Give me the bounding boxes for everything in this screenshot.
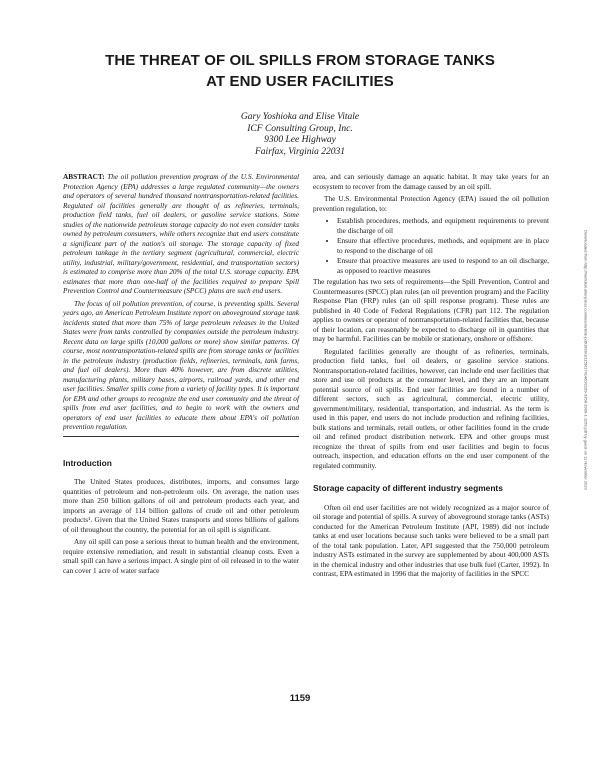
- title-line-2: AT END USER FACILITIES: [206, 73, 394, 90]
- objectives-list: [313, 216, 549, 275]
- title-line-1: THE THREAT OF OIL SPILLS FROM STORAGE TANKS: [105, 52, 495, 69]
- download-watermark: Downloaded from http://meridian.allenpress.com/iosc/article-pdf/1999/1/1159/1741460/2169-3358-1999-1-1159.pdf by guest on 11 November 2023: [583, 230, 589, 490]
- body-paragraph-3: The regulation has two sets of requirements—the Spill Prevention, Control and Countermeasures (SPCC) plan rules (an oil prevention program) and the Facility Response Plan (FRP) rules (an oil spill response program). These rules are published in 40 Code of Federal Regulations (CFR) part 112. The regulation applies to owners or operator of nontransportation-related facilities that, because of their location, can reasonably be expected to discharge oil in quantities that may be harmful. Facilities can be mobile or stationary, onshore or offshore.: [313, 277, 549, 343]
- intro-paragraph-1: The United States produces, distributes, imports, and consumes large quantities of petroleum and non-petroleum oils. On average, the nation uses more than 250 billion gallons of oil and petroleum products each year, and imports an average of 114 billion gallons of crude oil and other petroleum products¹. Given that the United States transports and stores billions of gallons of oil throughout the country, the potential for an oil spill is significant.: [63, 477, 299, 534]
- body-paragraph-5: Often oil end user facilities are not widely recognized as a major source of oil storage and potential of spills. A survey of aboveground storage tanks (ASTs) conducted for the American Petroleum Institute (API, 1989) did not include tanks at end user locations because such tanks were believed to be a small part of the total tank population. Later, API suggested that the 750,000 petroleum industry ASTs estimated in the survey are supplemented by about 400,000 ASTs in the chemical industry and other industries that use bulk fuel (Carter, 1992). In contrast, EPA estimated in 1996 that the majority of facilities in the SPCC: [313, 502, 549, 578]
- author-names: Gary Yoshioka and Elise Vitale: [240, 112, 360, 122]
- section-heading-introduction: Introduction: [63, 457, 112, 468]
- author-street: 9300 Lee Highway: [264, 135, 336, 145]
- abstract-paragraph-2: The focus of oil pollution prevention, of course, is preventing spills. Several years ago, an American Petroleum Institute report on aboveground storage tank incidents stated that more than 75% of large petroleum releases in the United States were from tanks controlled by companies outside the petroleum industry. Recent data on large spills (10,000 gallons or more) show similar patterns. Of course, most nontransportation-related spills are from storage tanks or facilities in the petroleum industry (production fields, refineries, terminals, tank farms, and fuel oil dealers). More than 40% however, are from discrete utilities, manufacturing plants, military bases, airports, railroad yards, and other end user facilities. Smaller spills come from a variety of facility types. It is important for EPA and other groups to recognize the end user community and the threat of spills from end user facilities, and to begin to work with the owners and operators of end user facilities to educate them about EPA's oil pollution prevention regulation.: [63, 298, 299, 431]
- author-city: Fairfax, Virginia 22031: [255, 146, 345, 157]
- body-paragraph-2: The U.S. Environmental Protection Agency (EPA) issued the oil pollution prevention regulation, to:: [313, 194, 549, 213]
- abstract-paragraph-1: [63, 172, 299, 296]
- body-paragraph-4: Regulated facilities generally are thought of as refineries, terminals, production field tanks, fuel oil dealers, or gasoline service stations. Nontransportation-related facilities, however, can include end user facilities that store and use oil products at the consumer level, and they are an important potential source of oil spills. End user facilities are found in a number of different sectors, such as agricultural, commercial, electric utility, government/military, residential, transportation, and industrial. As the term is used in this paper, end users do not include production and refining facilities, bulk stations and terminals, retail outlets, or other facilities found in the crude oil and refined product distribution network. EPA and other groups must recognize the threat of spills from end user facilities and begin to focus outreach, inspection, and education efforts on the end user component of the regulated community.: [313, 346, 549, 470]
- body-paragraph-1: area, and can seriously damage an aquatic habitat. It may take years for an ecosystem to recover from the damage caused by an oil spill.: [313, 172, 549, 191]
- left-column: [63, 172, 299, 578]
- section-heading-storage-capacity: Storage capacity of different industry segments: [313, 483, 503, 493]
- author-block: [150, 112, 450, 158]
- objective-item: • Ensure that proactive measures are used to respond to an oil discharge, as opposed to reactive measures: [337, 256, 549, 275]
- abstract-divider: [63, 436, 299, 437]
- page-number: 1159: [289, 693, 311, 704]
- abstract-label: ABSTRACT:: [63, 172, 105, 181]
- author-organization: ICF Consulting Group, Inc.: [247, 123, 353, 134]
- abstract-text-1: The oil pollution prevention program of the U.S. Environmental Protection Agency (EPA) addresses a large regulated community—the owners and operators of several hundred thousand nontransportation-related facilities. Regulated oil facilities generally are thought of as refineries, terminals, production field tanks, fuel oil dealers, or gasoline service stations. Some studies of the nationwide petroleum storage capacity do not even consider tanks owned by petroleum consumers, while others recognize that end users constitute a significant part of the nation's oil storage. The storage capacity of fixed petroleum tankage in the tertiary segment (agricultural, commercial, electric utility, industrial, military/government, residential, and transportation sectors) is estimated to comprise more than 20% of the total U.S. storage capacity. EPA estimates that more than one-half of the facilities required to prepare Spill Prevention Control and Countermeasure (SPCC) plans are such end users.: [63, 172, 299, 295]
- intro-paragraph-2: Any oil spill can pose a serious threat to human health and the environment, require extensive remediation, and result in substantial cleanup costs. Even a small spill can have a serious impact. A single pint of oil released in to the water can cover 1 acre of water surface: [63, 537, 299, 575]
- objective-item: • Establish procedures, methods, and equipment requirements to prevent the discharge of oil: [337, 216, 549, 235]
- paper-title: [60, 50, 540, 92]
- objective-item: • Ensure that effective procedures, methods, and equipment are in place to respond to the discharge of oil: [337, 236, 549, 255]
- right-column: [313, 172, 549, 582]
